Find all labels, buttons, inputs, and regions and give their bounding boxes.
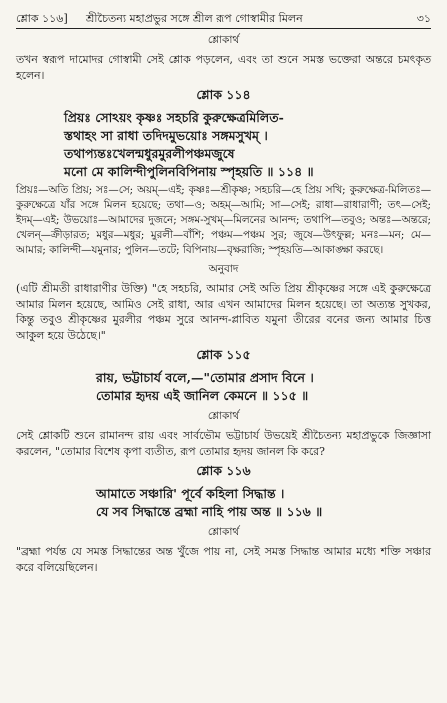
verse-line: তথাপ্যন্তঃখেলন্মধুরমুরলীপঞ্চমজুষে: [64, 146, 235, 161]
verse-line: তোমার হৃদয় এই জানিল কেমনে ॥ ১১৫ ॥: [96, 388, 309, 403]
verse-heading-114: শ্লোক ১১৪: [196, 87, 251, 102]
verse-line: রায়, ভট্টাচার্য বলে,—"তোমার প্রসাদ বিনে ।: [96, 370, 314, 385]
section-label-translation: শ্লোকার্থ: [207, 410, 240, 422]
translation-paragraph: "ব্রহ্মা পর্যন্ত যে সমস্ত সিদ্ধান্তের অন্ত খুঁজে পায় না, সেই সমস্ত সিদ্ধান্ত আমার মধ্যে শক্তি সঞ্চার করে বলিয়েছিলেন।: [16, 545, 431, 574]
verse-line: যে সব সিদ্ধান্তে ব্রহ্মা নাহি পায় অন্ত ॥ ১১৬ ॥: [96, 504, 323, 519]
verse-line: প্রিয়ঃ সোঽয়ং কৃষ্ণঃ সহচরি কুরুক্ষেত্রমিলিত-: [64, 110, 284, 125]
running-header: [16, 6, 431, 29]
translation-paragraph: তখন স্বরূপ দামোদর গোস্বামী সেই শ্লোক পড়লেন, এবং তা শুনে সমস্ত ভক্তেরা অন্তরে চমৎকৃত হলেন।: [16, 53, 431, 82]
section-label-translation: শ্লোকার্থ: [207, 34, 240, 46]
word-synonyms: প্রিয়ঃ—অতি প্রিয়; সঃ—সে; অয়ম্—এই; কৃষ্ণঃ—শ্রীকৃষ্ণ; সহচরি—হে প্রিয় সখি; কুরুক্ষেত্র-মিলিতঃ—কুরুক্ষেত্রে যাঁর সঙ্গে মিলন হয়েছে; তথা—ও; অহম্—আমি; সা—সেই; রাধা—রাধারাণী; তৎ—সেই; ইদম্—এই; উভয়োঃ—আমাদের দুজনে; সঙ্গম-সুখম্—মিলনের আনন্দ; তথাপি—তবুও; অন্তঃ—অন্তরে; খেলন্—ক্রীড়ারত; মধুর—মধুর; মুরলী—বাঁশি; পঞ্চম—পঞ্চম সুর; জুষে—উৎফুল্ল; মনঃ—মন; মে—আমার; কালিন্দী—যমুনার; পুলিন—তটে; বিপিনায়—বৃক্ষরাজি; স্পৃহয়তি—আকাঙ্ক্ষা করছে।: [16, 184, 431, 256]
verse-heading-116: শ্লোক ১১৬: [196, 463, 251, 478]
verse-line: স্তথাহং সা রাধা তদিদমুভয়োঃ সঙ্গমসুখম্ ।: [64, 128, 268, 143]
section-label-anubad: অনুবাদ: [208, 263, 239, 275]
translation-paragraph: সেই শ্লোকটি শুনে রামানন্দ রায় এবং সার্বভৌম ভট্টাচার্য উভয়েই শ্রীচৈতন্য মহাপ্রভুকে জিজ্ঞাসা করলেন, "তোমার বিশেষ কৃপা ব্যতীত, রূপ তোমার হৃদয় জানল কি করে?: [16, 429, 431, 458]
page-number: ৩১: [416, 12, 431, 25]
header-chapter-title: শ্রীচৈতন্য মহাপ্রভুর সঙ্গে শ্রীল রূপ গোস্বামীর মিলন: [86, 12, 303, 25]
verse-heading-115: শ্লোক ১১৫: [196, 347, 251, 362]
verse-line: মনো মে কালিন্দীপুলিনবিপিনায় স্পৃহয়তি ॥ ১১৪ ॥: [64, 164, 314, 179]
header-verse-ref: শ্লোক ১১৬]: [16, 12, 68, 25]
translation-paragraph: (এটি শ্রীমতী রাধারাণীর উক্তি) "হে সহচরি, আমার সেই অতি প্রিয় শ্রীকৃষ্ণের সঙ্গে এই কুরুক্ষেত্রে আমার মিলন হয়েছে, আমিও সেই রাধা, আর এখন আমাদের মিলন হয়েছে। তা অত্যন্ত সুখকর, কিন্তু তবুও শ্রীকৃষ্ণের মুরলীর পঞ্চম সুরে আনন্দ-প্লাবিত যমুনা তীরের বনের জন্য আমার চিত্ত আকুল হয়ে উঠেছে।": [16, 282, 431, 342]
section-label-translation: শ্লোকার্থ: [207, 526, 240, 538]
verse-line: আমাতে সঞ্চারি' পূর্বে কহিলা সিদ্ধান্ত ।: [96, 486, 285, 501]
